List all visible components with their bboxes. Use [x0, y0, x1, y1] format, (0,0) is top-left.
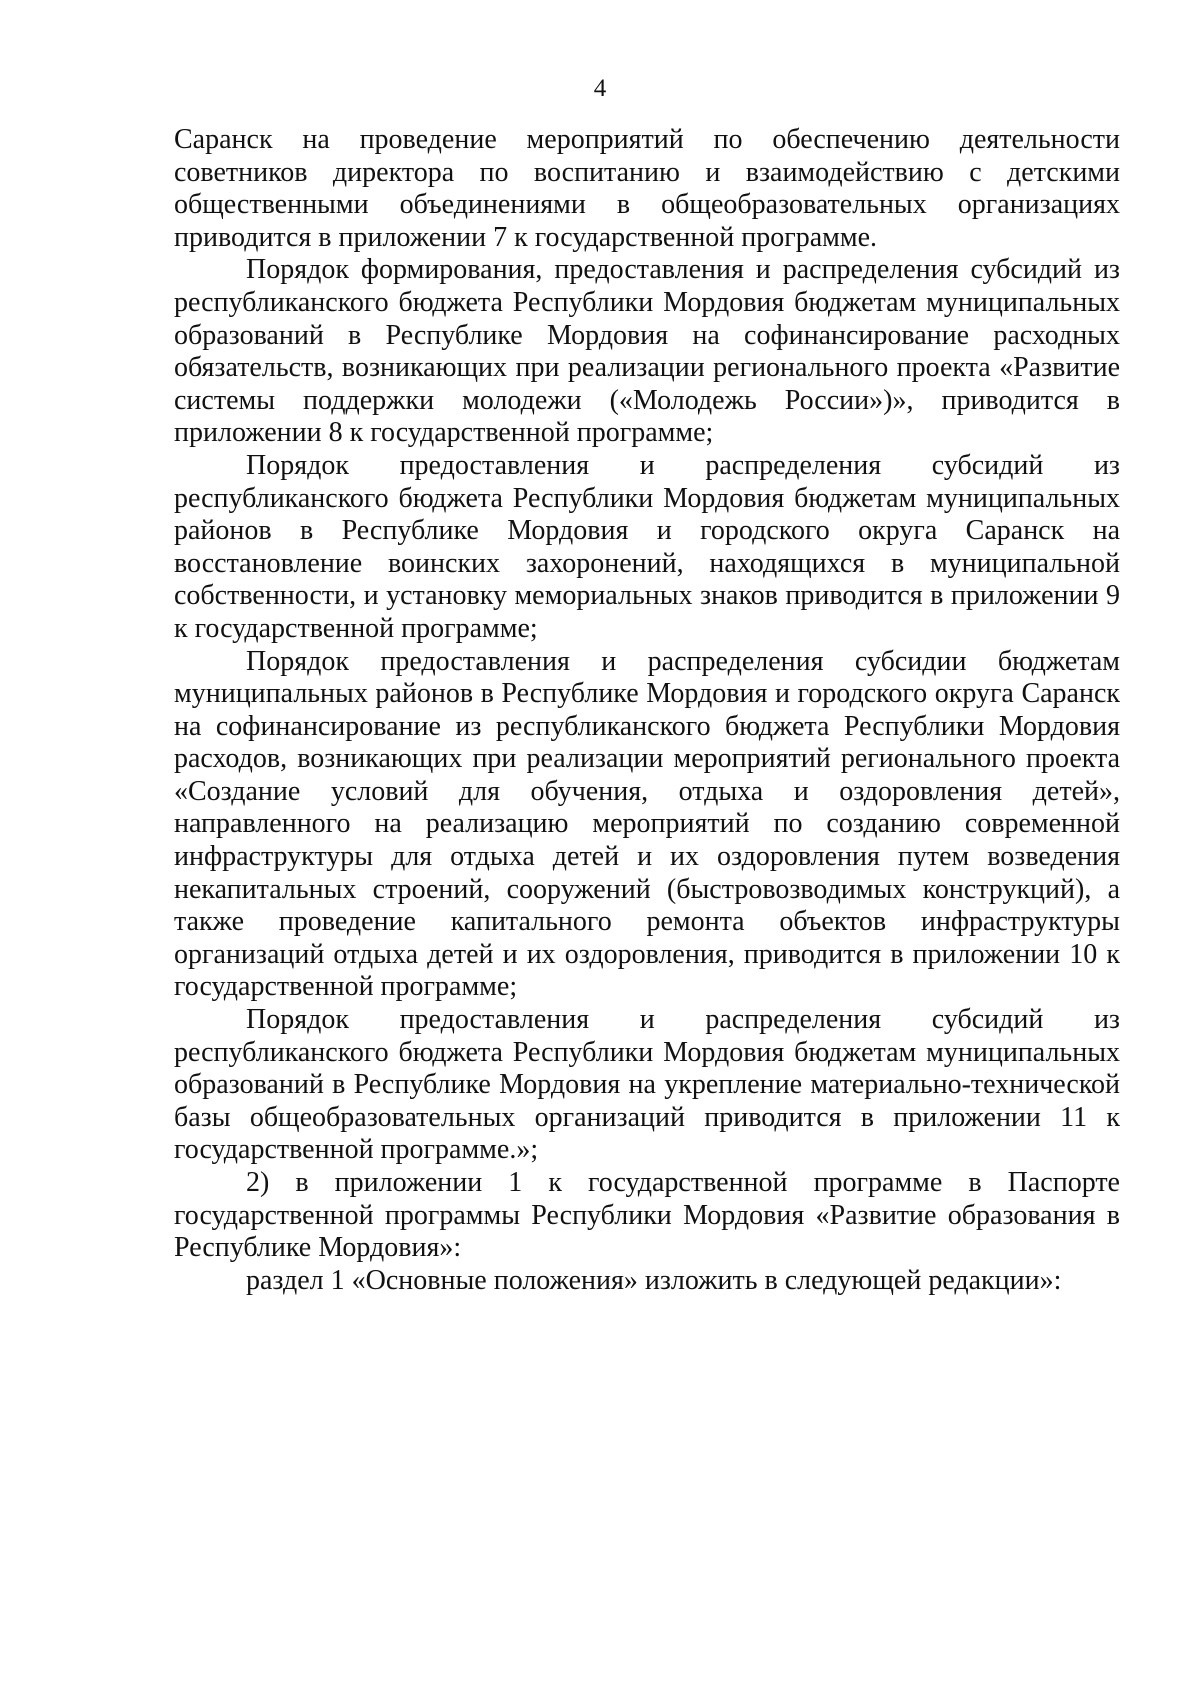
paragraph-subsidy-war-memorials: Порядок предоставления и распределения субсидий из республиканского бюджета Республики Мордовия бюджетам муниципальных районов в Республике Мордовия и городского округа Саранск на восстановление воинских захоронений, находящихся в муниципальной собственности, и установку мемориальных знаков приводится в приложении 9 к государственной программе;	[174, 449, 1120, 644]
paragraph-continuation-saransk: Саранск на проведение мероприятий по обеспечению деятельности советников директора по воспитанию и взаимодействию с детскими общественными объединениями в общеобразовательных организациях приводится в приложении 7 к государственной программе.	[174, 124, 1120, 253]
paragraph-section-1-revision: раздел 1 «Основные положения» изложить в следующей редакции»:	[246, 1264, 1062, 1296]
paragraph-amendment-appendix-1: 2) в приложении 1 к государственной программе в Паспорте государственной программы Республики Мордовия «Развитие образования в Республике Мордовия»:	[174, 1167, 1120, 1264]
page-number: 4	[593, 75, 607, 102]
document-body	[174, 124, 1120, 1297]
paragraph-subsidy-youth-project: Порядок формирования, предоставления и распределения субсидий из республиканского бюджета Республики Мордовия бюджетам муниципальных образований в Республике Мордовия на софинансирование расходных обязательств, возникающих при реализации регионального проекта «Развитие системы поддержки молодежи («Молодежь России»)», приводится в приложении 8 к государственной программе;	[174, 254, 1120, 449]
paragraph-subsidy-school-facilities: Порядок предоставления и распределения субсидий из республиканского бюджета Республики Мордовия бюджетам муниципальных образований в Республике Мордовия на укрепление материально-технической базы общеобразовательных организаций приводится в приложении 11 к государственной программе.»;	[174, 1004, 1120, 1166]
paragraph-subsidy-children-recreation: Порядок предоставления и распределения субсидии бюджетам муниципальных районов в Республике Мордовия и городского округа Саранск на софинансирование из республиканского бюджета Республики Мордовия расходов, возникающих при реализации мероприятий регионального проекта «Создание условий для обучения, отдыха и оздоровления детей», направленного на реализацию мероприятий по созданию современной инфраструктуры для отдыха детей и их оздоровления путем возведения некапитальных строений, сооружений (быстровозводимых конструкций), а также проведение капитального ремонта объектов инфраструктуры организаций отдыха детей и их оздоровления, приводится в приложении 10 к государственной программе;	[174, 645, 1120, 1003]
